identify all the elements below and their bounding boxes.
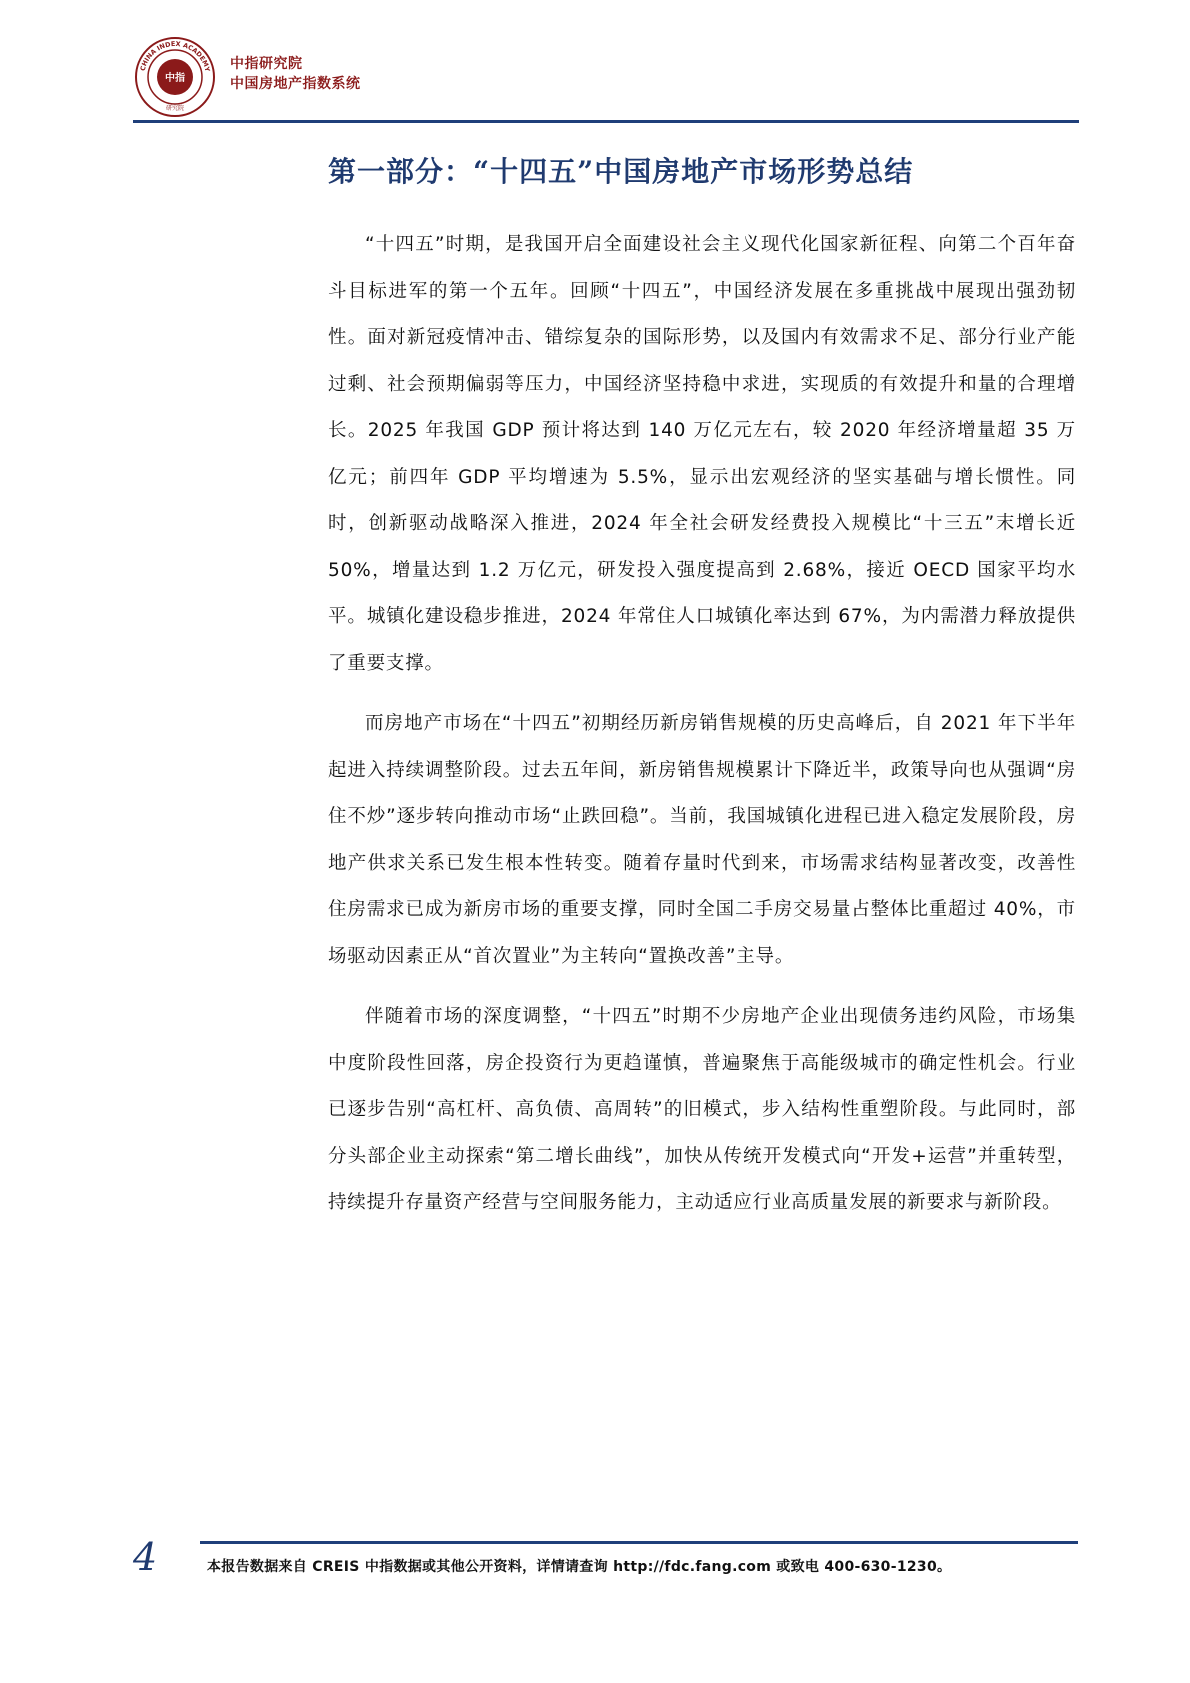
report-body	[328, 222, 1076, 1241]
page-number: 4	[133, 1535, 158, 1579]
logo-center-text: 中指	[165, 73, 185, 84]
page-header	[128, 30, 1076, 116]
china-index-academy-logo	[134, 36, 216, 118]
paragraph-3: 伴随着市场的深度调整，“十四五”时期不少房地产企业出现债务违约风险，市场集中度阶段性回落，房企投资行为更趋谨慎，普遍聚焦于高能级城市的确定性机会。行业已逐步告别“高杠杆、高负债、高周转”的旧模式，步入结构性重塑阶段。与此同时，部分头部企业主动探索“第二增长曲线”，加快从传统开发模式向“开发+运营”并重转型，持续提升存量资产经营与空间服务能力，主动适应行业高质量发展的新要求与新阶段。	[328, 1006, 1076, 1213]
brand-name	[230, 54, 361, 94]
footer-note: 本报告数据来自 CREIS 中指数据或其他公开资料，详情请查询 http://fdc.fang.com 或致电 400-630-1230。	[207, 1559, 952, 1575]
paragraph-1: “十四五”时期，是我国开启全面建设社会主义现代化国家新征程、向第二个百年奋斗目标进军的第一个五年。回顾“十四五”，中国经济发展在多重挑战中展现出强劲韧性。面对新冠疫情冲击、错综复杂的国际形势，以及国内有效需求不足、部分行业产能过剩、社会预期偏弱等压力，中国经济坚持稳中求进，实现质的有效提升和量的合理增长。2025 年我国 GDP 预计将达到 140 万亿元左右，较 2020 年经济增量超 35 万亿元；前四年 GDP 平均增速为 5.5%，显示出宏观经济的坚实基础与增长惯性。同时，创新驱动战略深入推进，2024 年全社会研发经费投入规模比“十三五”末增长近 50%，增量达到 1.2 万亿元，研发投入强度提高到 2.68%，接近 OECD 国家平均水平。城镇化建设稳步推进，2024 年常住人口城镇化率达到 67%，为内需潜力释放提供了重要支撑。	[328, 234, 1076, 674]
brand-line-2: 中国房地产指数系统	[230, 76, 361, 92]
section-title: 第一部分：“十四五”中国房地产市场形势总结	[328, 155, 914, 188]
logo-ring-text: CHINA INDEX ACADEMY	[138, 39, 212, 73]
footer-divider	[200, 1541, 1078, 1544]
brand-line-1: 中指研究院	[230, 56, 303, 72]
header-divider	[133, 120, 1079, 123]
logo-bottom-text: 研究院	[165, 105, 185, 112]
paragraph-2: 而房地产市场在“十四五”初期经历新房销售规模的历史高峰后，自 2021 年下半年起进入持续调整阶段。过去五年间，新房销售规模累计下降近半，政策导向也从强调“房住不炒”逐步转向推动市场“止跌回稳”。当前，我国城镇化进程已进入稳定发展阶段，房地产供求关系已发生根本性转变。随着存量时代到来，市场需求结构显著改变，改善性住房需求已成为新房市场的重要支撑，同时全国二手房交易量占整体比重超过 40%，市场驱动因素正从“首次置业”为主转向“置换改善”主导。	[328, 713, 1076, 967]
